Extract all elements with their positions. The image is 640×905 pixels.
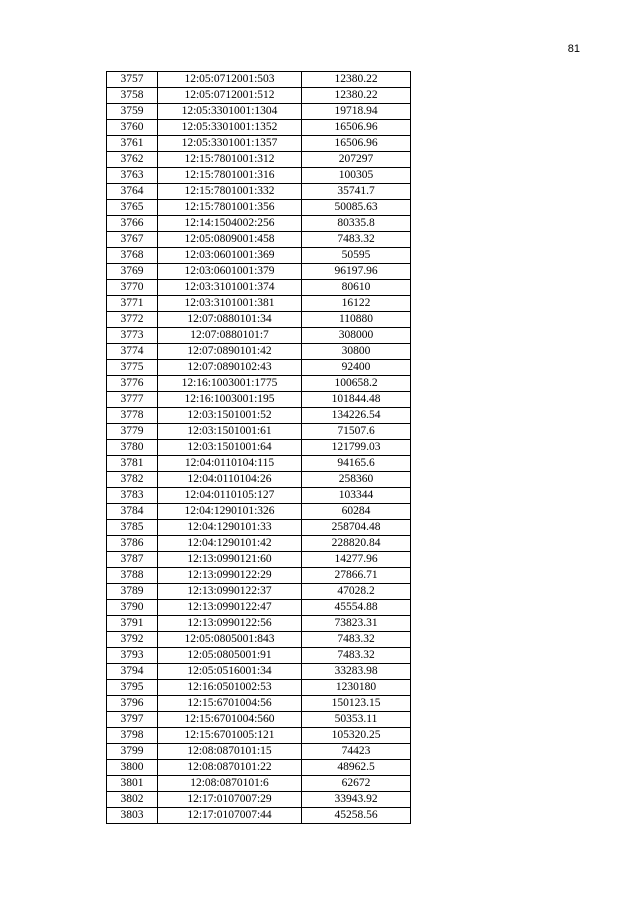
row-number-cell: 3781 — [107, 456, 158, 472]
value-cell: 35741.7 — [302, 184, 411, 200]
row-number-cell: 3791 — [107, 616, 158, 632]
table-row — [107, 200, 411, 216]
cadastral-number-cell: 12:08:0870101:15 — [158, 744, 302, 760]
value-cell: 1230180 — [302, 680, 411, 696]
table-row — [107, 376, 411, 392]
value-cell: 50353.11 — [302, 712, 411, 728]
value-cell: 258360 — [302, 472, 411, 488]
row-number-cell: 3783 — [107, 488, 158, 504]
cadastral-number-cell: 12:04:1290101:326 — [158, 504, 302, 520]
table-row — [107, 744, 411, 760]
table-row — [107, 264, 411, 280]
cadastral-number-cell: 12:03:3101001:374 — [158, 280, 302, 296]
row-number-cell: 3760 — [107, 120, 158, 136]
cadastral-number-cell: 12:03:0601001:369 — [158, 248, 302, 264]
value-cell: 45258.56 — [302, 808, 411, 824]
row-number-cell: 3763 — [107, 168, 158, 184]
cadastral-number-cell: 12:08:0870101:22 — [158, 760, 302, 776]
value-cell: 62672 — [302, 776, 411, 792]
value-cell: 7483.32 — [302, 648, 411, 664]
table-row — [107, 344, 411, 360]
table-row — [107, 728, 411, 744]
value-cell: 110880 — [302, 312, 411, 328]
cadastral-number-cell: 12:17:0107007:44 — [158, 808, 302, 824]
table-row — [107, 104, 411, 120]
value-cell: 19718.94 — [302, 104, 411, 120]
cadastral-number-cell: 12:07:0890101:42 — [158, 344, 302, 360]
value-cell: 33943.92 — [302, 792, 411, 808]
table-row — [107, 328, 411, 344]
row-number-cell: 3786 — [107, 536, 158, 552]
table-row — [107, 216, 411, 232]
table-row — [107, 152, 411, 168]
cadastral-number-cell: 12:05:3301001:1357 — [158, 136, 302, 152]
row-number-cell: 3782 — [107, 472, 158, 488]
cadastral-number-cell: 12:05:0712001:512 — [158, 88, 302, 104]
cadastral-number-cell: 12:07:0880101:34 — [158, 312, 302, 328]
table-row — [107, 232, 411, 248]
row-number-cell: 3778 — [107, 408, 158, 424]
row-number-cell: 3790 — [107, 600, 158, 616]
table-row — [107, 440, 411, 456]
table-row — [107, 808, 411, 824]
value-cell: 7483.32 — [302, 232, 411, 248]
value-cell: 50085.63 — [302, 200, 411, 216]
row-number-cell: 3788 — [107, 568, 158, 584]
cadastral-number-cell: 12:13:0990122:47 — [158, 600, 302, 616]
row-number-cell: 3776 — [107, 376, 158, 392]
table-row — [107, 760, 411, 776]
table-row — [107, 408, 411, 424]
cadastral-number-cell: 12:05:0805001:91 — [158, 648, 302, 664]
value-cell: 308000 — [302, 328, 411, 344]
row-number-cell: 3799 — [107, 744, 158, 760]
value-cell: 16506.96 — [302, 120, 411, 136]
table-row — [107, 520, 411, 536]
table-row — [107, 776, 411, 792]
row-number-cell: 3764 — [107, 184, 158, 200]
table-row — [107, 136, 411, 152]
cadastral-number-cell: 12:15:7801001:356 — [158, 200, 302, 216]
table-row — [107, 584, 411, 600]
table-row — [107, 696, 411, 712]
cadastral-number-cell: 12:04:1290101:33 — [158, 520, 302, 536]
cadastral-number-cell: 12:15:6701005:121 — [158, 728, 302, 744]
value-cell: 16506.96 — [302, 136, 411, 152]
row-number-cell: 3802 — [107, 792, 158, 808]
table-row — [107, 280, 411, 296]
table-row — [107, 424, 411, 440]
cadastral-number-cell: 12:14:1504002:256 — [158, 216, 302, 232]
row-number-cell: 3759 — [107, 104, 158, 120]
data-table — [106, 71, 411, 824]
value-cell: 101844.48 — [302, 392, 411, 408]
cadastral-number-cell: 12:04:1290101:42 — [158, 536, 302, 552]
table-row — [107, 568, 411, 584]
cadastral-number-cell: 12:03:1501001:64 — [158, 440, 302, 456]
table-body — [107, 72, 411, 824]
row-number-cell: 3777 — [107, 392, 158, 408]
table-row — [107, 360, 411, 376]
cadastral-number-cell: 12:13:0990121:60 — [158, 552, 302, 568]
value-cell: 94165.6 — [302, 456, 411, 472]
value-cell: 60284 — [302, 504, 411, 520]
value-cell: 45554.88 — [302, 600, 411, 616]
value-cell: 27866.71 — [302, 568, 411, 584]
row-number-cell: 3795 — [107, 680, 158, 696]
row-number-cell: 3794 — [107, 664, 158, 680]
value-cell: 134226.54 — [302, 408, 411, 424]
table-row — [107, 296, 411, 312]
table-row — [107, 536, 411, 552]
value-cell: 92400 — [302, 360, 411, 376]
table-row — [107, 120, 411, 136]
row-number-cell: 3757 — [107, 72, 158, 88]
cadastral-number-cell: 12:04:0110105:127 — [158, 488, 302, 504]
value-cell: 14277.96 — [302, 552, 411, 568]
cadastral-number-cell: 12:05:0516001:34 — [158, 664, 302, 680]
row-number-cell: 3767 — [107, 232, 158, 248]
value-cell: 47028.2 — [302, 584, 411, 600]
cadastral-number-cell: 12:16:1003001:1775 — [158, 376, 302, 392]
row-number-cell: 3772 — [107, 312, 158, 328]
table-row — [107, 504, 411, 520]
table-row — [107, 392, 411, 408]
row-number-cell: 3775 — [107, 360, 158, 376]
cadastral-number-cell: 12:03:1501001:61 — [158, 424, 302, 440]
row-number-cell: 3761 — [107, 136, 158, 152]
value-cell: 228820.84 — [302, 536, 411, 552]
row-number-cell: 3774 — [107, 344, 158, 360]
value-cell: 121799.03 — [302, 440, 411, 456]
table-row — [107, 648, 411, 664]
table-row — [107, 680, 411, 696]
table-row — [107, 664, 411, 680]
table-row — [107, 488, 411, 504]
value-cell: 258704.48 — [302, 520, 411, 536]
row-number-cell: 3773 — [107, 328, 158, 344]
row-number-cell: 3785 — [107, 520, 158, 536]
value-cell: 50595 — [302, 248, 411, 264]
value-cell: 80335.8 — [302, 216, 411, 232]
cadastral-number-cell: 12:17:0107007:29 — [158, 792, 302, 808]
value-cell: 80610 — [302, 280, 411, 296]
table-row — [107, 632, 411, 648]
cadastral-number-cell: 12:15:7801001:332 — [158, 184, 302, 200]
cadastral-number-cell: 12:15:7801001:312 — [158, 152, 302, 168]
row-number-cell: 3784 — [107, 504, 158, 520]
table-row — [107, 616, 411, 632]
row-number-cell: 3800 — [107, 760, 158, 776]
cadastral-number-cell: 12:15:7801001:316 — [158, 168, 302, 184]
row-number-cell: 3803 — [107, 808, 158, 824]
table-row — [107, 72, 411, 88]
row-number-cell: 3765 — [107, 200, 158, 216]
cadastral-number-cell: 12:13:0990122:56 — [158, 616, 302, 632]
cadastral-number-cell: 12:05:3301001:1304 — [158, 104, 302, 120]
row-number-cell: 3801 — [107, 776, 158, 792]
row-number-cell: 3796 — [107, 696, 158, 712]
cadastral-number-cell: 12:07:0880101:7 — [158, 328, 302, 344]
value-cell: 96197.96 — [302, 264, 411, 280]
cadastral-number-cell: 12:05:0809001:458 — [158, 232, 302, 248]
table-row — [107, 712, 411, 728]
value-cell: 100658.2 — [302, 376, 411, 392]
table-row — [107, 184, 411, 200]
row-number-cell: 3768 — [107, 248, 158, 264]
cadastral-number-cell: 12:08:0870101:6 — [158, 776, 302, 792]
page-number: 81 — [567, 43, 580, 55]
cadastral-number-cell: 12:13:0990122:29 — [158, 568, 302, 584]
value-cell: 150123.15 — [302, 696, 411, 712]
table-row — [107, 248, 411, 264]
value-cell: 12380.22 — [302, 88, 411, 104]
table-row — [107, 168, 411, 184]
cadastral-number-cell: 12:03:0601001:379 — [158, 264, 302, 280]
table-row — [107, 312, 411, 328]
value-cell: 12380.22 — [302, 72, 411, 88]
row-number-cell: 3780 — [107, 440, 158, 456]
cadastral-number-cell: 12:15:6701004:56 — [158, 696, 302, 712]
value-cell: 16122 — [302, 296, 411, 312]
cadastral-number-cell: 12:05:0712001:503 — [158, 72, 302, 88]
table-row — [107, 472, 411, 488]
row-number-cell: 3797 — [107, 712, 158, 728]
value-cell: 71507.6 — [302, 424, 411, 440]
cadastral-number-cell: 12:05:0805001:843 — [158, 632, 302, 648]
row-number-cell: 3779 — [107, 424, 158, 440]
value-cell: 33283.98 — [302, 664, 411, 680]
cadastral-number-cell: 12:15:6701004:560 — [158, 712, 302, 728]
cadastral-number-cell: 12:03:1501001:52 — [158, 408, 302, 424]
table-row — [107, 552, 411, 568]
value-cell: 103344 — [302, 488, 411, 504]
cadastral-number-cell: 12:13:0990122:37 — [158, 584, 302, 600]
cadastral-number-cell: 12:04:0110104:26 — [158, 472, 302, 488]
row-number-cell: 3766 — [107, 216, 158, 232]
cadastral-number-cell: 12:16:0501002:53 — [158, 680, 302, 696]
row-number-cell: 3769 — [107, 264, 158, 280]
table-row — [107, 88, 411, 104]
cadastral-number-cell: 12:07:0890102:43 — [158, 360, 302, 376]
value-cell: 73823.31 — [302, 616, 411, 632]
row-number-cell: 3787 — [107, 552, 158, 568]
value-cell: 30800 — [302, 344, 411, 360]
value-cell: 74423 — [302, 744, 411, 760]
row-number-cell: 3793 — [107, 648, 158, 664]
cadastral-number-cell: 12:16:1003001:195 — [158, 392, 302, 408]
row-number-cell: 3770 — [107, 280, 158, 296]
row-number-cell: 3789 — [107, 584, 158, 600]
row-number-cell: 3762 — [107, 152, 158, 168]
table-row — [107, 456, 411, 472]
value-cell: 105320.25 — [302, 728, 411, 744]
row-number-cell: 3771 — [107, 296, 158, 312]
cadastral-number-cell: 12:03:3101001:381 — [158, 296, 302, 312]
row-number-cell: 3792 — [107, 632, 158, 648]
value-cell: 100305 — [302, 168, 411, 184]
value-cell: 48962.5 — [302, 760, 411, 776]
table-row — [107, 600, 411, 616]
row-number-cell: 3798 — [107, 728, 158, 744]
table-row — [107, 792, 411, 808]
row-number-cell: 3758 — [107, 88, 158, 104]
cadastral-number-cell: 12:05:3301001:1352 — [158, 120, 302, 136]
value-cell: 7483.32 — [302, 632, 411, 648]
cadastral-number-cell: 12:04:0110104:115 — [158, 456, 302, 472]
value-cell: 207297 — [302, 152, 411, 168]
